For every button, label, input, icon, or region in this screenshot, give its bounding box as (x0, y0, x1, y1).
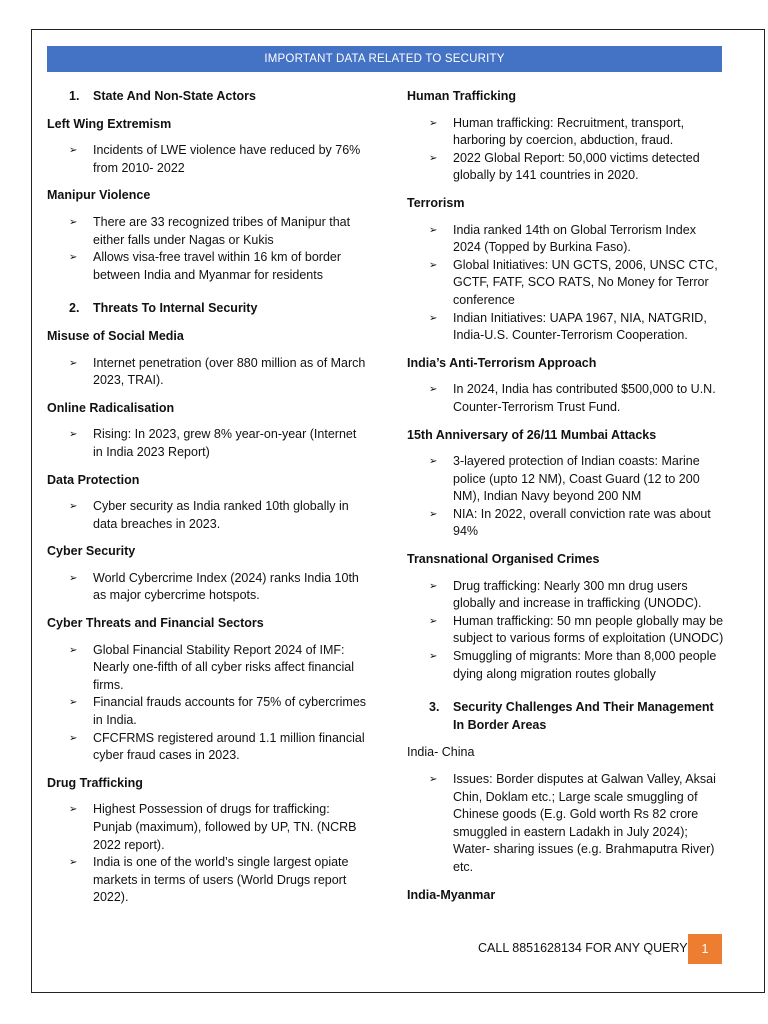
section-number: 2. (69, 301, 80, 316)
arrow-bullet-icon: ➢ (429, 651, 438, 663)
subheading: Drug Trafficking (47, 775, 143, 790)
arrow-bullet-icon: ➢ (69, 804, 78, 816)
list-item (407, 310, 725, 345)
list-item (47, 694, 367, 729)
list-item-text: Global Financial Stability Report 2024 of IMF: Nearly one-fifth of all cyber risks affect financial firms. (93, 642, 354, 692)
list-item (407, 222, 725, 257)
list-item (407, 257, 725, 310)
bullet-list (47, 570, 367, 605)
arrow-bullet-icon: ➢ (429, 508, 438, 520)
arrow-bullet-icon: ➢ (429, 384, 438, 396)
bullet-list (47, 355, 367, 390)
list-item (407, 613, 725, 648)
arrow-bullet-icon: ➢ (69, 145, 78, 157)
list-item-text: Human trafficking: Recruitment, transport, harboring by coercion, abduction, fraud. (453, 115, 685, 148)
page-number: 1 (688, 934, 722, 964)
list-item-text: Internet penetration (over 880 million as of March 2023, TRAI). (93, 355, 366, 388)
bullet-list (407, 771, 725, 877)
arrow-bullet-icon: ➢ (429, 456, 438, 468)
list-item (407, 381, 725, 416)
subheading: Data Protection (47, 472, 140, 487)
bullet-list (47, 642, 367, 765)
arrow-bullet-icon: ➢ (69, 697, 78, 709)
section-heading-3 (429, 699, 725, 734)
subheading: 15th Anniversary of 26/11 Mumbai Attacks (407, 427, 657, 442)
list-item (47, 142, 367, 177)
list-item-text: In 2024, India has contributed $500,000 to U.N. Counter-Terrorism Trust Fund. (453, 382, 716, 414)
arrow-bullet-icon: ➢ (429, 259, 438, 271)
list-item-text: India is one of the world’s single largest opiate markets in terms of users (World Drugs report 2022). (93, 855, 349, 905)
list-item (407, 453, 725, 506)
list-item-text: There are 33 recognized tribes of Manipur that either falls under Nagas or Kukis (93, 214, 351, 247)
list-item (47, 730, 367, 765)
subheading: Terrorism (407, 195, 465, 210)
section-title: State And Non-State Actors (93, 89, 256, 103)
footer-contact: CALL 8851628134 FOR ANY QUERY (478, 941, 688, 955)
list-item-text: 3-layered protection of Indian coasts: Marine police (upto 12 NM), Coast Guard (12 to 200 NM), Indian Navy beyond 200 NM (453, 454, 700, 504)
subheading: Misuse of Social Media (47, 328, 184, 343)
section-number: 1. (69, 89, 80, 103)
bullet-list (407, 381, 725, 416)
list-item (407, 648, 725, 683)
list-item-text: Rising: In 2023, grew 8% year-on-year (Internet in India 2023 Report) (93, 427, 357, 459)
arrow-bullet-icon: ➢ (69, 644, 78, 656)
subheading: India-Myanmar (407, 887, 496, 902)
arrow-bullet-icon: ➢ (429, 312, 438, 324)
list-item (407, 115, 725, 150)
arrow-bullet-icon: ➢ (429, 615, 438, 627)
list-item (407, 150, 725, 185)
subheading: Cyber Threats and Financial Sectors (47, 616, 264, 631)
arrow-bullet-icon: ➢ (69, 357, 78, 369)
subheading: India’s Anti-Terrorism Approach (407, 355, 597, 370)
arrow-bullet-icon: ➢ (429, 117, 438, 129)
list-item-text: Global Initiatives: UN GCTS, 2006, UNSC CTC, GCTF, FATF, SCO RATS, No Money for Terror conference (453, 257, 718, 307)
bullet-list (407, 115, 725, 185)
arrow-bullet-icon: ➢ (69, 501, 78, 513)
list-item (47, 498, 367, 533)
list-item (47, 249, 367, 284)
section-heading-1 (69, 88, 367, 106)
list-item (47, 426, 367, 461)
list-item-text: Incidents of LWE violence have reduced by 76% from 2010- 2022 (93, 143, 361, 175)
right-column (407, 88, 725, 913)
arrow-bullet-icon: ➢ (69, 429, 78, 441)
list-item (407, 506, 725, 541)
bullet-list (47, 426, 367, 461)
list-item-text: Human trafficking: 50 mn people globally may be subject to various forms of exploitation (UNODC) (453, 613, 724, 646)
subheading: Transnational Organised Crimes (407, 552, 600, 567)
arrow-bullet-icon: ➢ (69, 732, 78, 744)
list-item-text: CFCFRMS registered around 1.1 million financial cyber fraud cases in 2023. (93, 730, 365, 763)
bullet-list (47, 498, 367, 533)
list-item (47, 854, 367, 907)
subheading: Left Wing Extremism (47, 116, 172, 131)
list-item-text: Smuggling of migrants: More than 8,000 people dying along migration routes globally (453, 649, 717, 681)
list-item-text: Cyber security as India ranked 10th globally in data breaches in 2023. (93, 499, 349, 531)
list-item-text: Allows visa-free travel within 16 km of border between India and Myanmar for residents (93, 250, 342, 282)
list-item (407, 578, 725, 613)
list-item-text: Financial frauds accounts for 75% of cybercrimes in India. (93, 695, 367, 728)
bullet-list (47, 214, 367, 284)
section-number: 3. (429, 700, 440, 715)
subheading: Online Radicalisation (47, 400, 175, 415)
arrow-bullet-icon: ➢ (429, 152, 438, 164)
subheading: Manipur Violence (47, 188, 151, 203)
section-heading-2 (69, 300, 367, 318)
list-item (47, 355, 367, 390)
list-item-text: India ranked 14th on Global Terrorism Index 2024 (Topped by Burkina Faso). (453, 222, 696, 255)
list-item-text: 2022 Global Report: 50,000 victims detected globally by 141 countries in 2020. (453, 150, 700, 183)
list-item (47, 570, 367, 605)
arrow-bullet-icon: ➢ (69, 252, 78, 264)
bullet-list (47, 801, 367, 907)
subheading: Human Trafficking (407, 89, 517, 103)
list-item (47, 642, 367, 695)
left-column (47, 88, 367, 917)
subheading: Cyber Security (47, 544, 136, 559)
list-item (47, 214, 367, 249)
bullet-list (407, 222, 725, 345)
bullet-list (47, 142, 367, 177)
section-title: Security Challenges And Their Management In Border Areas (453, 700, 714, 732)
arrow-bullet-icon: ➢ (429, 224, 438, 236)
bullet-list (407, 578, 725, 684)
page-banner: IMPORTANT DATA RELATED TO SECURITY (47, 46, 722, 72)
list-item-text: World Cybercrime Index (2024) ranks India 10th as major cybercrime hotspots. (93, 570, 359, 603)
list-item (407, 771, 725, 877)
list-item-text: Highest Possession of drugs for trafficking: Punjab (maximum), followed by UP, TN. (NCRB 2022 report). (93, 802, 357, 852)
arrow-bullet-icon: ➢ (69, 857, 78, 869)
list-item-text: NIA: In 2022, overall conviction rate was about 94% (453, 506, 711, 539)
section-title: Threats To Internal Security (93, 301, 258, 316)
list-item (47, 801, 367, 854)
bullet-list (407, 453, 725, 541)
arrow-bullet-icon: ➢ (429, 580, 438, 592)
list-item-text: Drug trafficking: Nearly 300 mn drug users globally and increase in trafficking (UNODC). (453, 578, 702, 611)
list-item-text: Issues: Border disputes at Galwan Valley, Aksai Chin, Doklam etc.; Large scale smuggling of Chinese goods (E.g. Gold worth Rs 82 crore smuggled in eastern Ladakh in July 2024); Water- sharing issues (e.g. Brahmaputra River) etc. (453, 772, 716, 874)
arrow-bullet-icon: ➢ (69, 216, 78, 228)
arrow-bullet-icon: ➢ (69, 572, 78, 584)
subheading: India- China (407, 745, 475, 760)
list-item-text: Indian Initiatives: UAPA 1967, NIA, NATGRID, India-U.S. Counter-Terrorism Cooperation. (453, 310, 707, 343)
arrow-bullet-icon: ➢ (429, 774, 438, 785)
